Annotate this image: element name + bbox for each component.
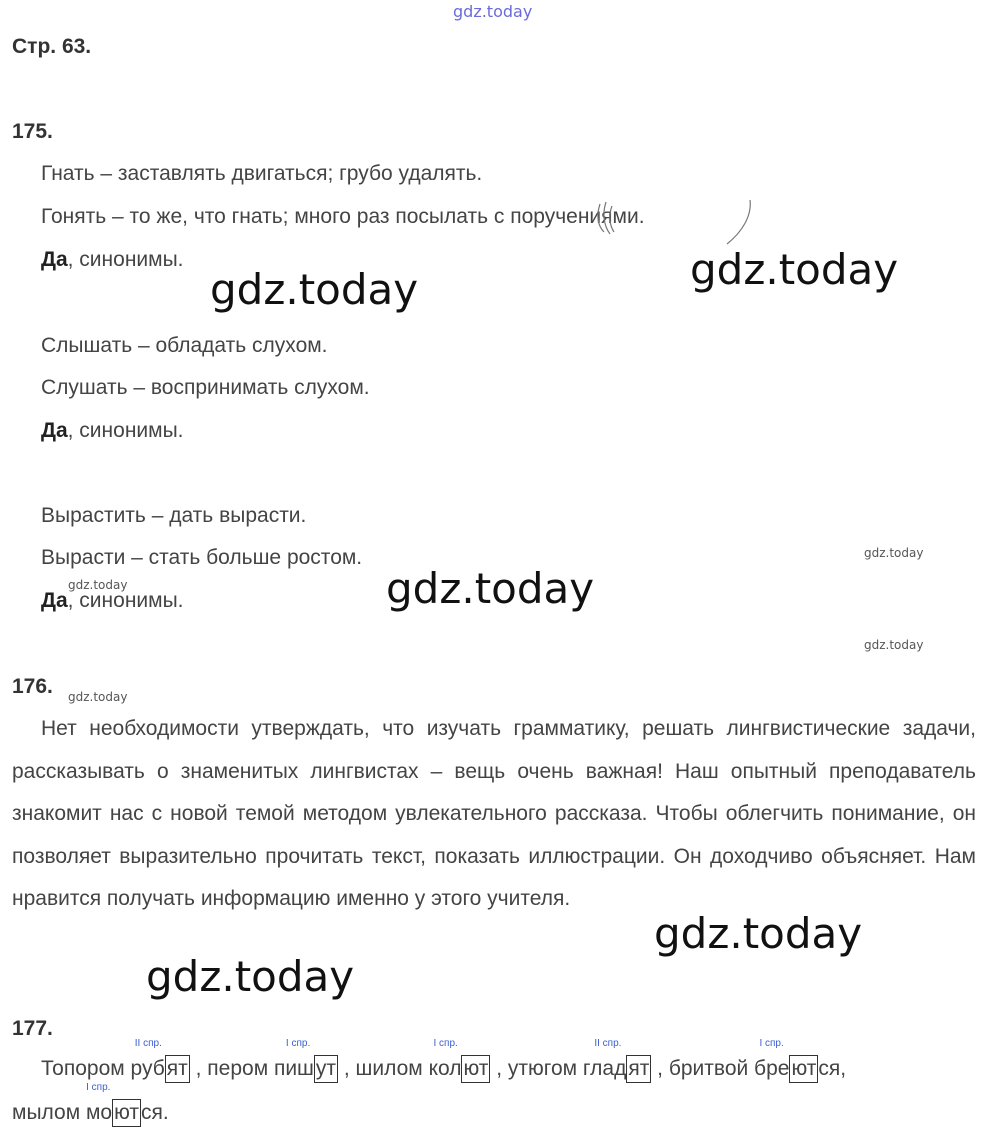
verb-ending-box: ют xyxy=(461,1055,490,1083)
verb-text: Топором руб xyxy=(41,1057,165,1080)
exercise-number-177: 177. xyxy=(12,1017,53,1040)
definition-line: Гнать – заставлять двигаться; грубо удалять. xyxy=(41,162,483,185)
definition-line: Вырасти – стать больше ростом. xyxy=(41,546,363,569)
verb-ending-box: ут xyxy=(314,1055,338,1083)
pen-stroke-decoration xyxy=(592,196,762,248)
answer-yes: Да xyxy=(41,419,68,442)
conjugation-note: I спр. xyxy=(285,1038,311,1049)
watermark-small: gdz.today xyxy=(68,690,128,704)
conjugation-note: I спр. xyxy=(759,1038,784,1049)
answer-yes: Да xyxy=(41,589,68,612)
exercise-176-text: Нет необходимости утверждать, что изучать грамматику, решать лингвистические задачи, рассказывать о знаменитых лингвистах – вещь очень важная! Наш опытный преподаватель знакомит нас с новой темой методом увлекательного рассказа. Чтобы облегчить понимание, он позволяет выразительно прочитать текст, показать иллюстрации. Он доходчиво объясняет. Нам нравится получать информацию именно у этого учителя. xyxy=(12,717,976,911)
verb-text: , бритвой бре xyxy=(657,1057,790,1080)
watermark-large: gdz.today xyxy=(386,564,595,613)
verb-text: , утюгом глад xyxy=(496,1057,627,1080)
verb-text: , шилом кол xyxy=(343,1057,462,1080)
conjugation-note: I спр. xyxy=(433,1038,458,1049)
verb-ending-box: ят xyxy=(165,1055,190,1083)
watermark-top: gdz.today xyxy=(453,2,533,21)
verb-text: , пером пиш xyxy=(195,1057,314,1080)
page-label: Стр. 63. xyxy=(12,35,92,58)
watermark-small: gdz.today xyxy=(68,578,128,592)
answer-rest: , синонимы. xyxy=(67,248,184,271)
definition-line: Слушать – воспринимать слухом. xyxy=(41,376,370,399)
conjugation-note: II спр. xyxy=(594,1038,622,1049)
answer-rest: , синонимы. xyxy=(67,419,184,442)
answer-line xyxy=(41,419,184,443)
watermark-large: gdz.today xyxy=(654,909,863,958)
watermark-small: gdz.today xyxy=(864,546,924,560)
verb-line-1 xyxy=(41,1038,847,1083)
answer-line xyxy=(41,589,184,613)
watermark-large: gdz.today xyxy=(690,245,899,294)
definition-line: Слышать – обладать слухом. xyxy=(41,334,328,357)
watermark-large: gdz.today xyxy=(210,265,419,314)
exercise-number-176: 176. xyxy=(12,675,53,698)
verb-text: ся. xyxy=(141,1101,169,1124)
answer-rest: , синонимы. xyxy=(67,589,184,612)
exercise-number-175: 175. xyxy=(12,120,53,143)
verb-ending-box: ят xyxy=(626,1055,651,1083)
verb-ending-box: ют xyxy=(112,1099,141,1127)
answer-line xyxy=(41,248,184,272)
verb-ending-box: ют xyxy=(789,1055,818,1083)
verb-text: мылом мо xyxy=(12,1101,113,1124)
verb-text: ся, xyxy=(818,1057,847,1080)
definition-line: Вырастить – дать вырасти. xyxy=(41,504,307,527)
conjugation-note: II спр. xyxy=(134,1038,162,1049)
definition-line: Гонять – то же, что гнать; много раз посылать с поручениями. xyxy=(41,205,645,228)
conjugation-note: I спр. xyxy=(86,1082,111,1093)
watermark-small: gdz.today xyxy=(864,638,924,652)
watermark-large: gdz.today xyxy=(146,952,355,1001)
verb-line-2 xyxy=(12,1082,169,1127)
answer-yes: Да xyxy=(41,248,68,271)
